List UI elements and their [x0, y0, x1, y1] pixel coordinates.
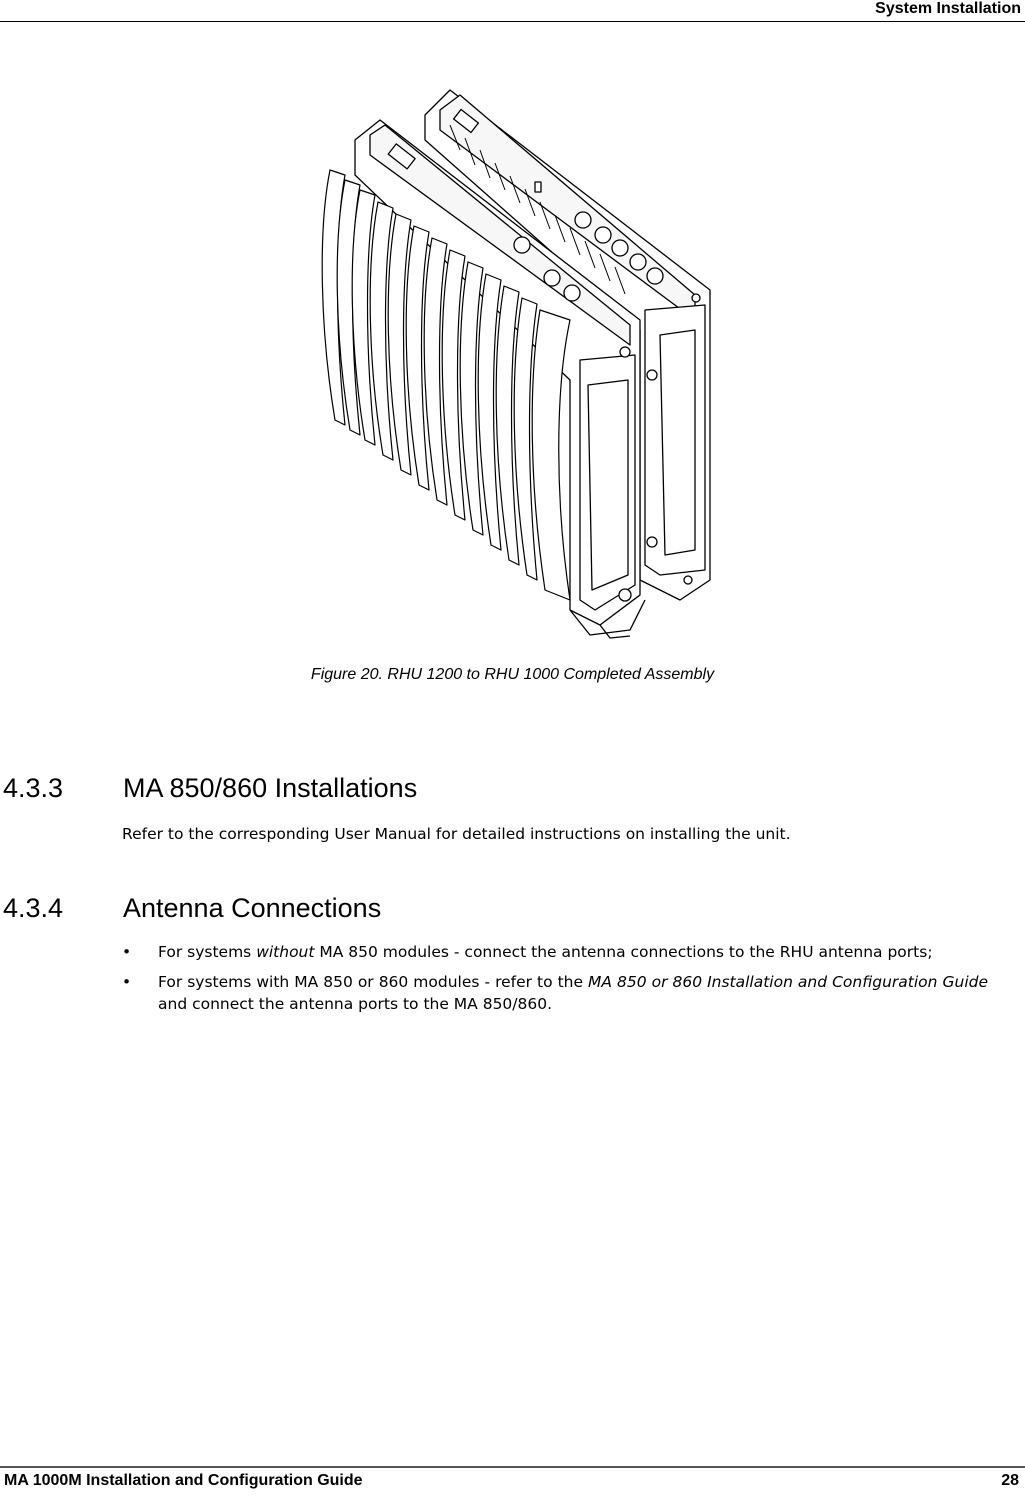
bullet-text-suffix: and connect the antenna ports to the MA 850/860. [158, 995, 553, 1013]
footer-title: MA 1000M Installation and Configuration Guide [4, 1472, 363, 1489]
footer-divider [0, 1466, 1025, 1468]
bullet-text-prefix: For systems [158, 943, 257, 961]
section-title: Antenna Connections [123, 893, 382, 923]
page-header-title: System Installation [875, 0, 1021, 17]
bullet-text-suffix: MA 850 modules - connect the antenna connections to the RHU antenna ports; [314, 943, 933, 961]
bullet-text-prefix: For systems with MA 850 or 860 modules - refer to the [158, 973, 589, 991]
bullet-icon: • [122, 943, 132, 961]
rhu-assembly-drawing-icon [300, 80, 730, 650]
antenna-connections-list [122, 941, 988, 1023]
bullet-text-emphasis: MA 850 or 860 Installation and Configuration Guide [588, 973, 988, 991]
list-item [122, 941, 988, 963]
bullet-text-emphasis: without [256, 943, 315, 961]
section-title: MA 850/860 Installations [123, 773, 418, 803]
list-item [122, 971, 988, 1015]
section-number: 4.3.3 [3, 773, 64, 803]
section-heading-434 [3, 893, 381, 924]
header-divider [0, 21, 1025, 22]
figure-caption: Figure 20. RHU 1200 to RHU 1000 Completed Assembly [310, 666, 715, 683]
bullet-icon: • [122, 973, 132, 991]
page-number: 28 [1001, 1472, 1019, 1489]
section-body-text: Refer to the corresponding User Manual for detailed instructions on installing the unit. [122, 825, 791, 843]
section-heading-433 [3, 773, 417, 804]
section-number: 4.3.4 [3, 893, 64, 923]
